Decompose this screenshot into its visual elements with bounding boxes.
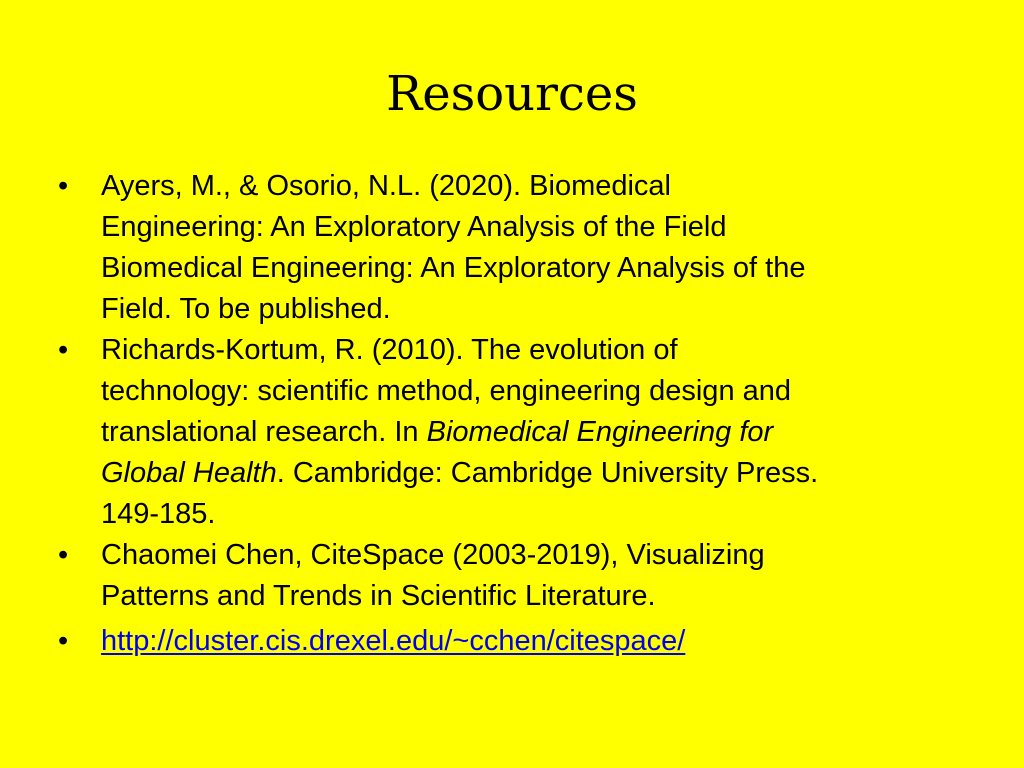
book-title-text: Global Health <box>101 457 277 489</box>
reference-text: . Cambridge: Cambridge University Press. <box>276 457 819 489</box>
reference-text-line <box>101 412 978 453</box>
reference-text-line: Engineering: An Exploratory Analysis of the Field <box>101 211 727 243</box>
book-title-text: Biomedical Engineering for <box>426 416 774 448</box>
bullet-icon: • <box>58 170 69 202</box>
reference-text-line: Field. To be published. <box>101 293 391 325</box>
reference-text-line: technology: scientific method, engineering design and <box>101 375 792 407</box>
reference-text-line: Patterns and Trends in Scientific Literature. <box>101 580 656 612</box>
reference-item-richards-kortum <box>58 330 978 535</box>
reference-text-line: 149-185. <box>101 498 216 530</box>
reference-text-line <box>101 621 978 662</box>
citespace-link[interactable]: http://cluster.cis.drexel.edu/~cchen/citespace/ <box>101 625 686 657</box>
slide-title: Resources <box>386 66 638 122</box>
reference-text: translational research. In <box>101 416 427 448</box>
reference-text-line: Ayers, M., & Osorio, N.L. (2020). Biomedical <box>101 170 672 202</box>
reference-list <box>58 166 978 662</box>
bullet-icon: • <box>58 539 69 571</box>
reference-text-line: Richards-Kortum, R. (2010). The evolution of <box>101 334 678 366</box>
reference-item-link <box>58 621 978 662</box>
bullet-icon: • <box>58 625 69 657</box>
reference-text-line: Chaomei Chen, CiteSpace (2003-2019), Visualizing <box>101 539 765 571</box>
reference-item-chen <box>58 535 978 617</box>
reference-item-ayers <box>58 166 978 330</box>
reference-text-line <box>101 453 978 494</box>
bullet-icon: • <box>58 334 69 366</box>
reference-text-line: Biomedical Engineering: An Exploratory Analysis of the <box>101 252 806 284</box>
